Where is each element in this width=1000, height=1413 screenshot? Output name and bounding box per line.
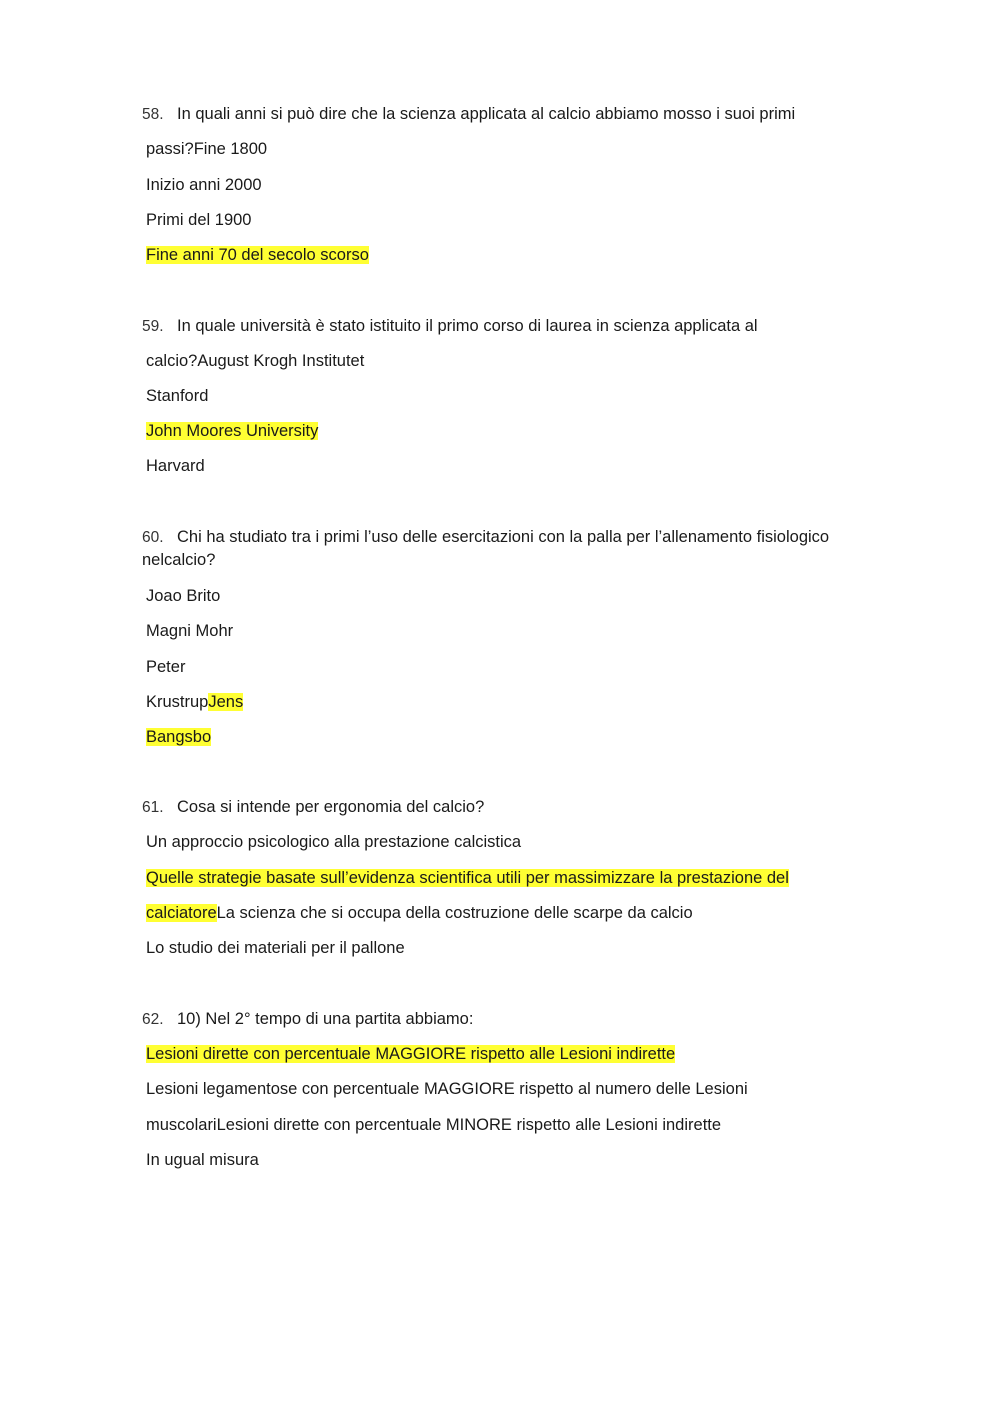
answer-text: Peter (146, 658, 186, 676)
answer-line (146, 1078, 748, 1100)
question-number: 62. (142, 1011, 164, 1028)
question-text: Chi ha studiato tra i primi l’uso delle esercitazioni con la palla per l’allenamento fisiologico (177, 528, 830, 546)
answer-line (146, 420, 318, 442)
question-number: 59. (142, 318, 164, 335)
answer-text: Lo studio dei materiali per il pallone (146, 939, 405, 957)
answer-text: Stanford (146, 387, 209, 405)
answer-text: passi?Fine 1800 (146, 140, 268, 158)
question-62 (142, 1008, 473, 1031)
correct-answer-highlight: Bangsbo (146, 728, 212, 746)
question-text-continuation (142, 549, 215, 571)
question-number: 58. (142, 106, 164, 123)
answer-text: In ugual misura (146, 1151, 259, 1169)
question-59 (142, 315, 758, 338)
answer-line (146, 831, 521, 853)
answer-line (146, 867, 789, 889)
answer-line (146, 209, 251, 231)
answer-line (146, 691, 243, 713)
correct-answer-highlight: Fine anni 70 del secolo scorso (146, 246, 369, 264)
question-text: In quali anni si può dire che la scienza applicata al calcio abbiamo mosso i suoi primi (177, 105, 796, 123)
answer-text: muscolariLesioni dirette con percentuale MINORE rispetto alle Lesioni indirette (146, 1116, 722, 1134)
answer-line (146, 350, 364, 372)
answer-line (146, 656, 185, 678)
question-text: In quale università è stato istituito il primo corso di laurea in scienza applicata al (177, 317, 758, 335)
answer-text: calcio?August Krogh Institutet (146, 352, 365, 370)
answer-line (146, 726, 211, 748)
correct-answer-highlight: calciatore (146, 904, 217, 922)
question-61 (142, 796, 484, 819)
correct-answer-highlight: Jens (208, 693, 244, 711)
question-text: Cosa si intende per ergonomia del calcio? (177, 798, 485, 816)
correct-answer-highlight: Lesioni dirette con percentuale MAGGIORE rispetto alle Lesioni indirette (146, 1045, 676, 1063)
answer-text: Joao Brito (146, 587, 221, 605)
correct-answer-highlight: Quelle strategie basate sull’evidenza scientifica utili per massimizzare la prestazione del (146, 869, 789, 887)
question-60 (142, 526, 829, 549)
answer-line (146, 385, 208, 407)
correct-answer-highlight: John Moores University (146, 422, 319, 440)
question-text: nelcalcio? (142, 551, 216, 569)
answer-text: Lesioni legamentose con percentuale MAGGIORE rispetto al numero delle Lesioni (146, 1080, 748, 1098)
answer-line (146, 174, 262, 196)
answer-line (146, 620, 233, 642)
question-number: 61. (142, 799, 164, 816)
answer-text: Inizio anni 2000 (146, 176, 262, 194)
question-58 (142, 103, 795, 126)
answer-text: La scienza che si occupa della costruzione delle scarpe da calcio (216, 904, 693, 922)
answer-text: Krustrup (146, 693, 209, 711)
answer-line (146, 455, 205, 477)
answer-line (146, 1114, 721, 1136)
answer-line (146, 585, 220, 607)
question-text: 10) Nel 2° tempo di una partita abbiamo: (177, 1010, 474, 1028)
answer-line (146, 1149, 259, 1171)
answer-text: Harvard (146, 457, 205, 475)
answer-line (146, 902, 693, 924)
answer-line (146, 244, 369, 266)
answer-text: Magni Mohr (146, 622, 234, 640)
answer-line (146, 1043, 675, 1065)
question-number: 60. (142, 529, 164, 546)
answer-text: Primi del 1900 (146, 211, 252, 229)
answer-line (146, 138, 267, 160)
answer-text: Un approccio psicologico alla prestazione calcistica (146, 833, 522, 851)
answer-line (146, 937, 405, 959)
